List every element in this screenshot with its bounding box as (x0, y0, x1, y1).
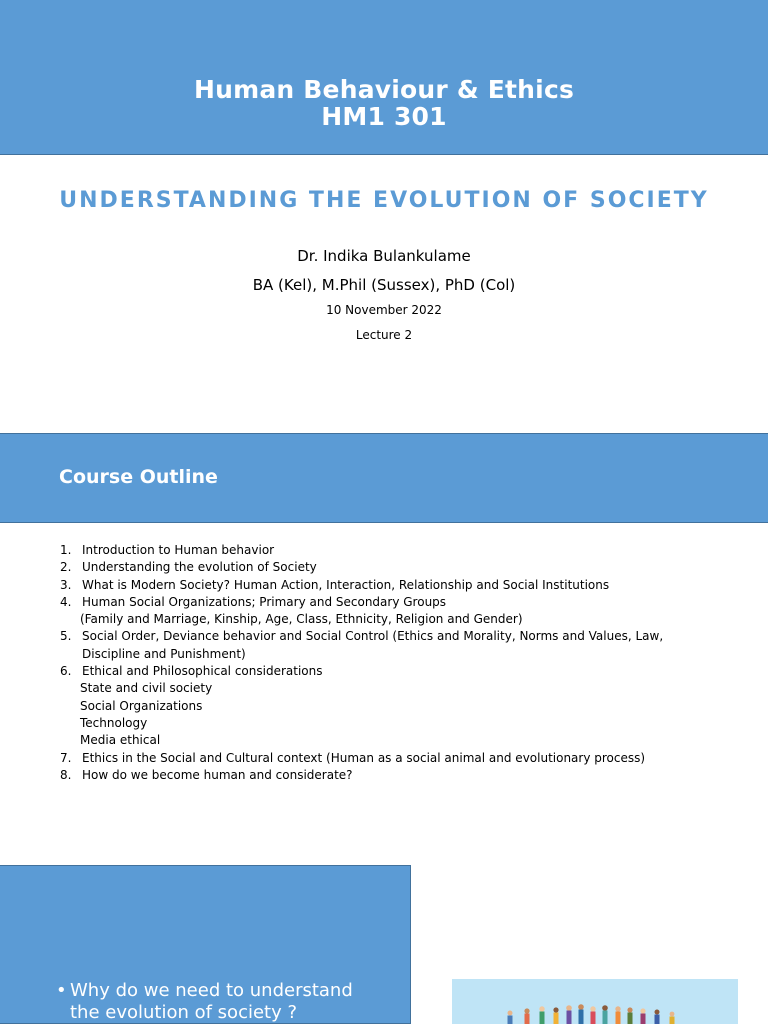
list-number: 4. (60, 594, 72, 609)
list-subitem: Media ethical (80, 733, 161, 748)
lecture-subtitle: UNDERSTANDING THE EVOLUTION OF SOCIETY (59, 188, 709, 213)
list-item (60, 594, 750, 611)
bullet-icon: • (56, 980, 67, 1001)
question-bullet (56, 980, 353, 1024)
list-subitem: Technology (80, 715, 148, 730)
question-slide (0, 865, 768, 1024)
list-text: Human Social Organizations; Primary and Secondary Groups (82, 594, 447, 609)
list-item (60, 559, 750, 576)
list-subitem: State and civil society (80, 681, 213, 696)
list-number: 2. (60, 560, 72, 575)
list-continuation: Discipline and Punishment) (82, 646, 246, 661)
list-text: How do we become human and considerate? (82, 767, 353, 782)
list-number: 1. (60, 543, 72, 557)
list-text: Social Order, Deviance behavior and Social Control (Ethics and Morality, Norms and Values, Law, (82, 629, 664, 644)
question-line2: the evolution of society ? (70, 1002, 298, 1023)
list-text: Introduction to Human behavior (82, 543, 275, 557)
lecture-number: Lecture 2 (355, 328, 413, 342)
list-item (60, 750, 750, 767)
list-item (60, 542, 750, 559)
list-item (60, 767, 750, 784)
list-number: 5. (60, 629, 72, 644)
people-crowd-illustration (452, 979, 738, 1024)
list-text: Understanding the evolution of Society (82, 560, 317, 575)
list-text: What is Modern Society? Human Action, Interaction, Relationship and Social Institutions (82, 577, 610, 592)
list-item (60, 628, 750, 645)
list-text: Ethics in the Social and Cultural context (Human as a social animal and evolutionary process) (82, 750, 646, 765)
list-text: Ethical and Philosophical considerations (82, 664, 323, 679)
course-title (0, 76, 768, 130)
list-number: 7. (60, 750, 72, 765)
title-slide (0, 0, 768, 433)
list-number: 6. (60, 664, 72, 679)
list-subitem: Social Organizations (80, 698, 203, 713)
course-outline-slide (0, 433, 768, 865)
outline-heading: Course Outline (59, 466, 218, 488)
course-code: HM1 301 (321, 102, 447, 131)
course-title-line1: Human Behaviour & Ethics (193, 75, 575, 104)
outline-band (0, 433, 768, 523)
author-credentials: BA (Kel), M.Phil (Sussex), PhD (Col) (252, 276, 516, 294)
lecture-date: 10 November 2022 (326, 303, 442, 317)
list-item (60, 663, 750, 680)
list-number: 8. (60, 767, 72, 782)
outline-list (60, 542, 750, 784)
list-number: 3. (60, 577, 72, 592)
author-name: Dr. Indika Bulankulame (297, 247, 471, 265)
list-item (60, 577, 750, 594)
list-subtext: (Family and Marriage, Kinship, Age, Class, Ethnicity, Religion and Gender) (80, 612, 523, 627)
question-panel (0, 865, 411, 1024)
question-line1: Why do we need to understand (70, 980, 353, 1001)
crowd-icon (452, 979, 738, 1024)
